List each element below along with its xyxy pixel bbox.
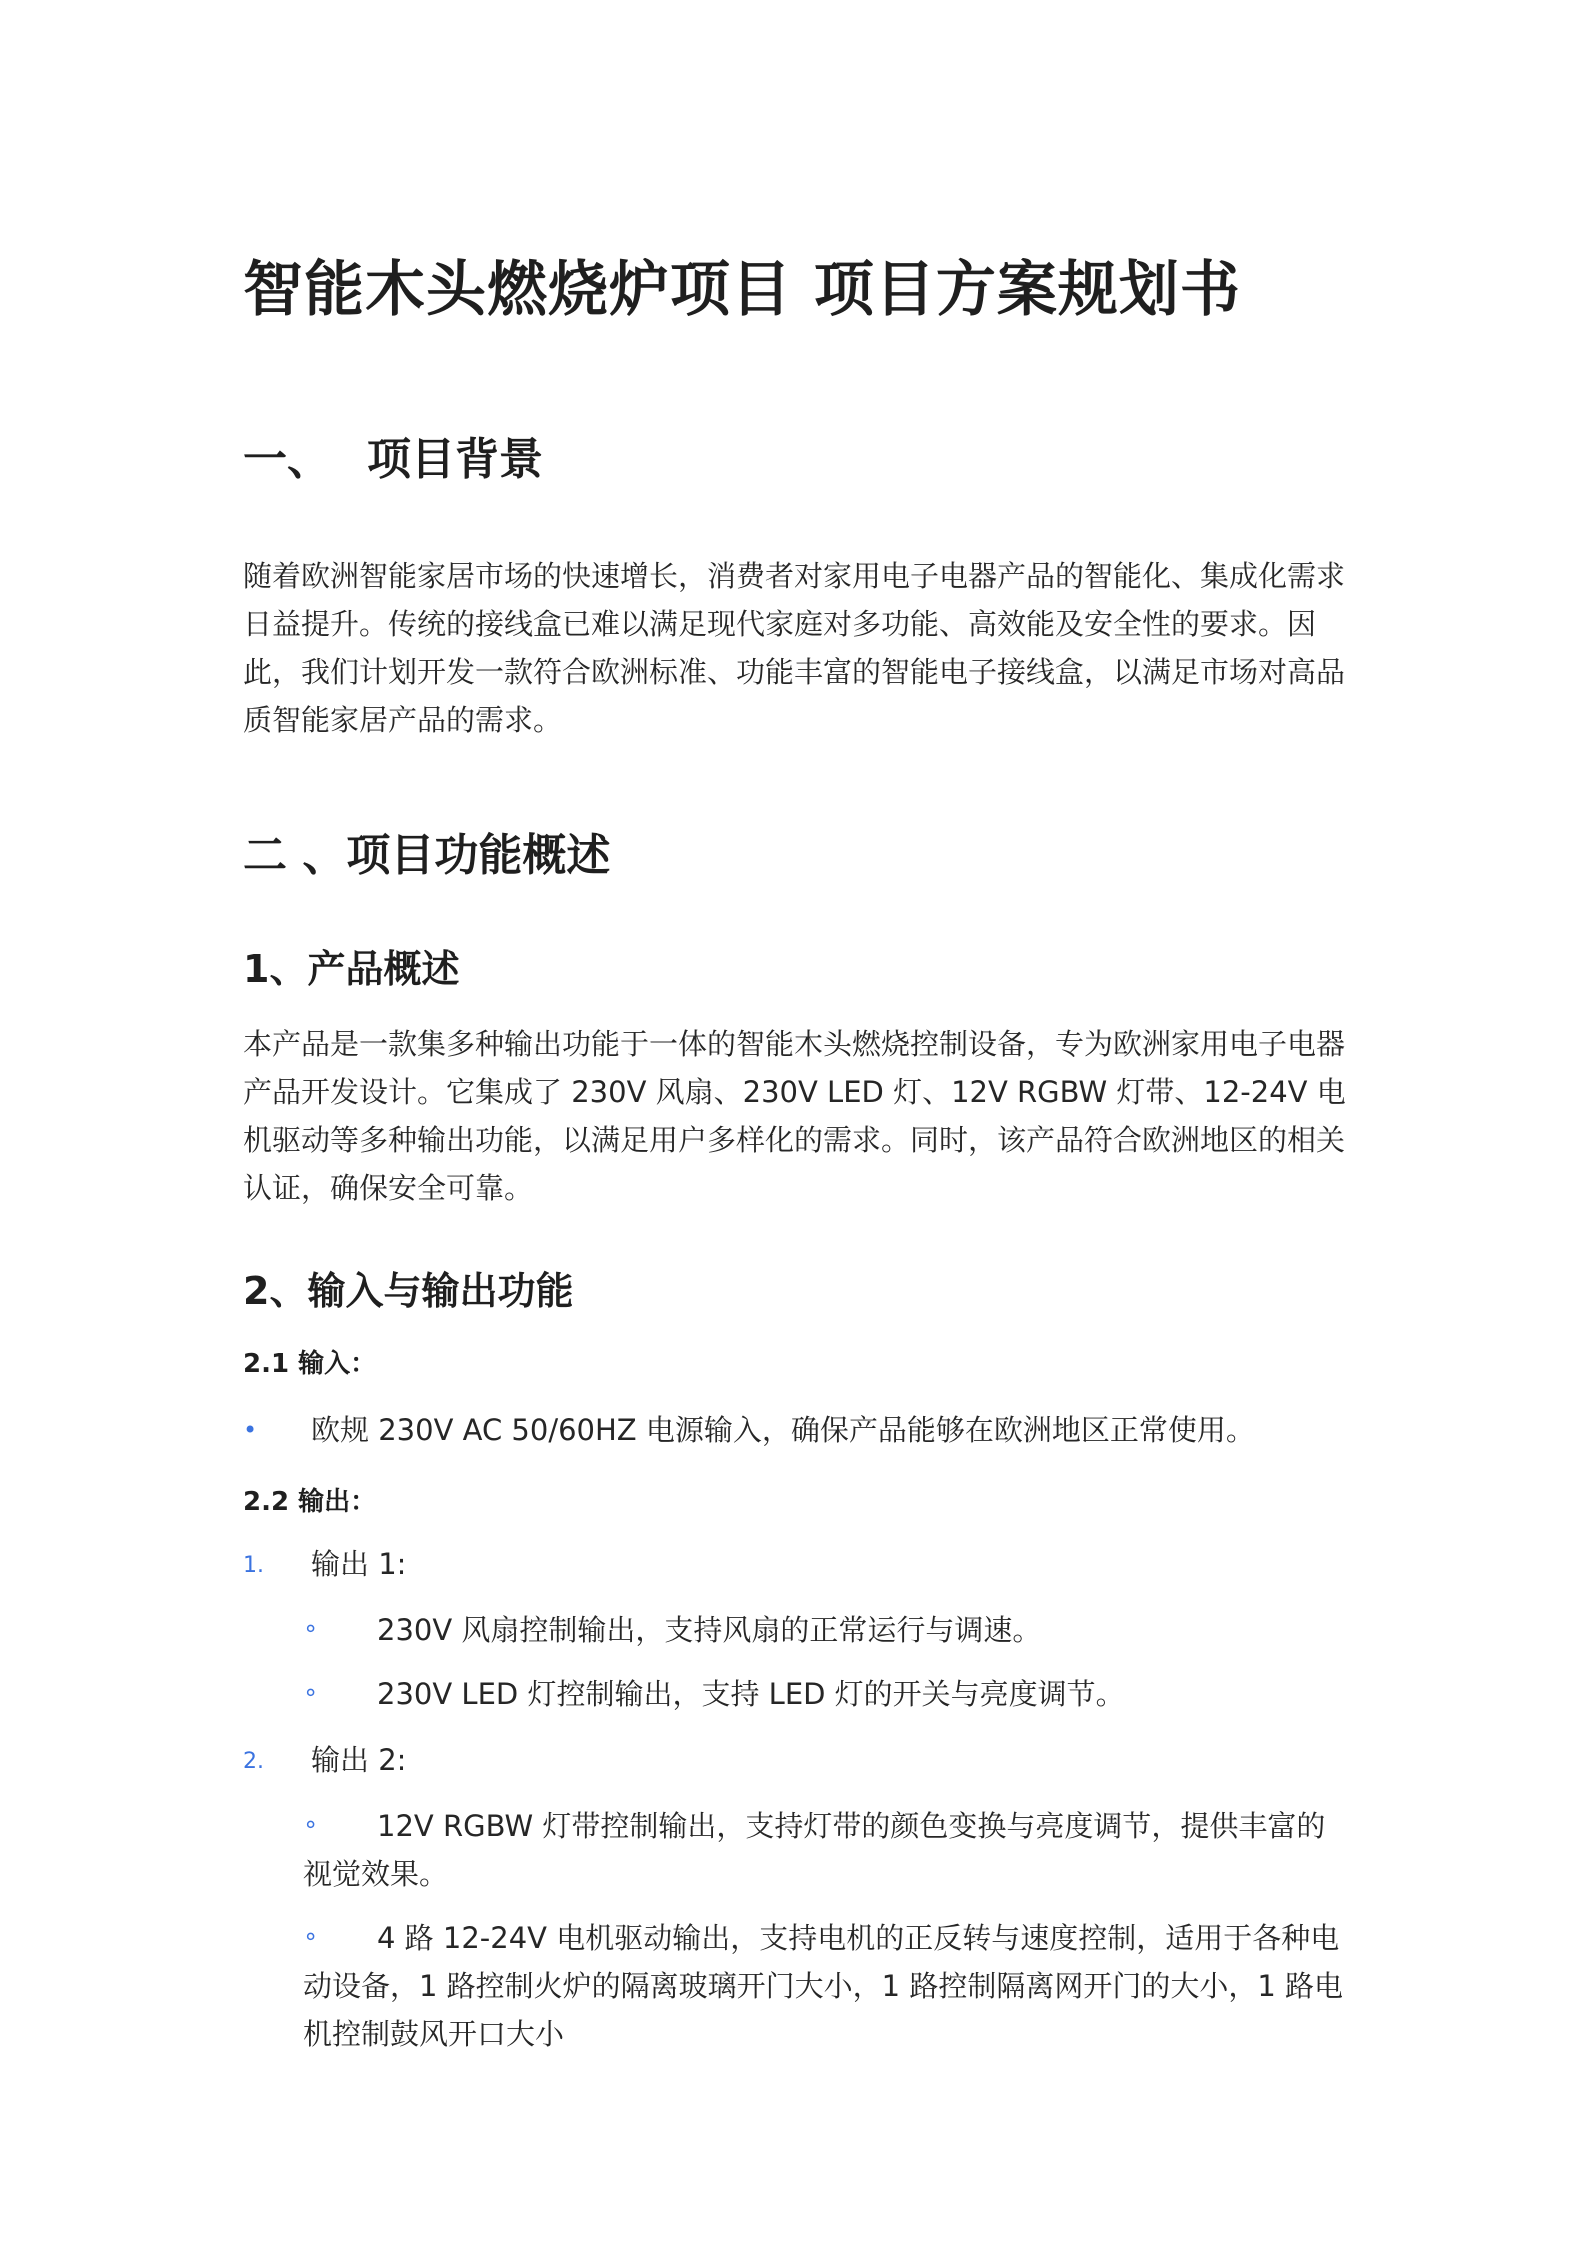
document-title: 智能木头燃烧炉项目 项目方案规划书 [243,255,1241,325]
sub-list-item-text: 12V RGBW 灯带控制输出，支持灯带的颜色变换与亮度调节，提供丰富的视觉效果。 [303,1809,1326,1891]
output-label: 2.2 输出： [243,1487,377,1517]
circle-bullet-icon: ∘ [303,1614,319,1642]
document-body [243,250,1353,2058]
section-heading-background [243,430,1353,490]
circle-bullet-icon: ∘ [303,1922,319,1950]
list-item-output-2 [243,1736,1353,1784]
sub-list-item-text: 230V LED 灯控制输出，支持 LED 灯的开关与亮度调节。 [377,1677,1125,1711]
sub-list-item [243,1802,1353,1898]
background-paragraph: 随着欧洲智能家居市场的快速增长，消费者对家用电子电器产品的智能化、集成化需求日益提升。传统的接线盒已难以满足现代家庭对多功能、高效能及安全性的要求。因此，我们计划开发一款符合欧洲标准、功能丰富的智能电子接线盒，以满足市场对高品质智能家居产品的需求。 [243,559,1346,737]
list-number: 2. [243,1749,264,1774]
sub-list-item-text: 230V 风扇控制输出，支持风扇的正常运行与调速。 [377,1613,1042,1647]
input-label: 2.1 输入： [243,1349,377,1379]
bullet-dot-icon: • [243,1416,258,1444]
list-number: 1. [243,1553,264,1578]
circle-bullet-icon: ∘ [303,1678,319,1706]
section-number: 一、 [243,434,331,485]
sub-list-item [243,1914,1353,2058]
sub-list-item [243,1670,1353,1718]
list-item-output-1 [243,1540,1353,1588]
subsection-heading-overview: 1、产品概述 [243,947,460,991]
list-item-input [243,1406,1353,1454]
section-title: 项目背景 [367,434,543,485]
overview-paragraph: 本产品是一款集多种输出功能于一体的智能木头燃烧控制设备，专为欧洲家用电子电器产品开发设计。它集成了 230V 风扇、230V LED 灯、12V RGBW 灯带、12-24V 电机驱动等多种输出功能，以满足用户多样化的需求。同时，该产品符合欧洲地区的相关认证，确保安全可靠。 [243,1027,1346,1205]
sub-list-item [243,1606,1353,1654]
list-item-text: 输出 2: [311,1743,407,1777]
section-heading-features: 二 、项目功能概述 [243,830,611,881]
list-item-text: 输出 1: [311,1547,407,1581]
subsection-heading-io: 2、输入与输出功能 [243,1269,574,1313]
sub-list-item-text: 4 路 12-24V 电机驱动输出，支持电机的正反转与速度控制，适用于各种电动设备，1 路控制火炉的隔离玻璃开门大小，1 路控制隔离网开门的大小，1 路电机控制鼓风开口大小 [303,1921,1344,2051]
circle-bullet-icon: ∘ [303,1810,319,1838]
list-item-text: 欧规 230V AC 50/60HZ 电源输入，确保产品能够在欧洲地区正常使用。 [311,1413,1255,1447]
